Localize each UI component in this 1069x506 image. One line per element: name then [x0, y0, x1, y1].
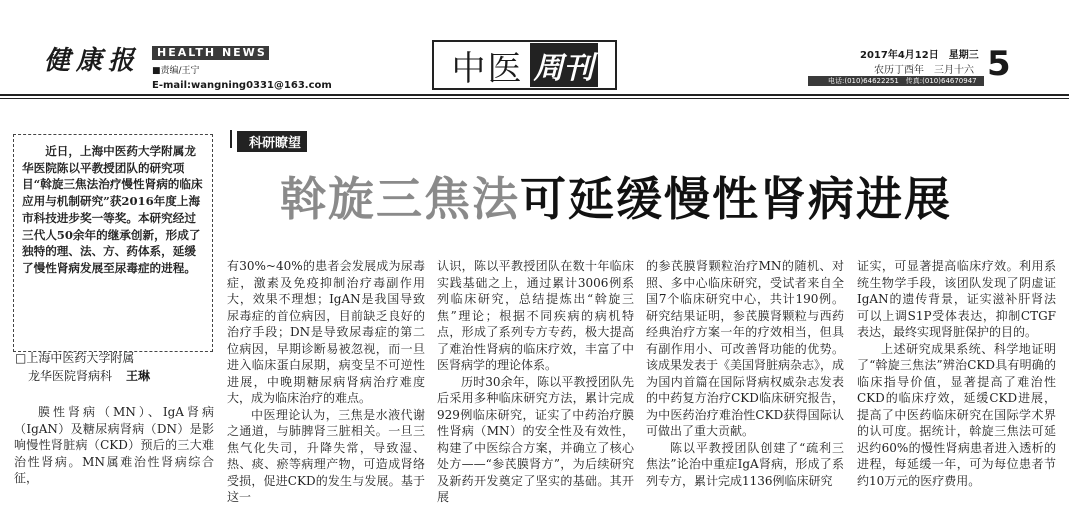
- headline: [280, 163, 952, 229]
- author-name: 王琳: [126, 369, 151, 383]
- contact-phones: 电话:(010)64622251 传真:(010)64670947: [808, 76, 984, 86]
- abstract-box: [13, 134, 213, 352]
- weekly-title-box: [432, 40, 617, 90]
- abstract-text: 近日，上海中医药大学附属龙华医院陈以平教授团队的研究项目“斡旋三焦法治疗慢性肾病的临床应用与机制研究”获2016年度上海市科技进步奖一等奖。本研究经过三代人50余年的继承创新，形成了独特的理、法、方、药体系，延缓了慢性肾病发展至尿毒症的进程。: [22, 144, 203, 275]
- author-department-line: [28, 367, 150, 384]
- author-affiliation: □上海中医药大学附属: [15, 351, 135, 365]
- masthead-rule: [0, 94, 1069, 96]
- paragraph: 膜性肾病（MN）、IgA肾病（IgAN）及糖尿病肾病（DN）是影响慢性肾脏病（CKD）预后的三大难治性肾病。MN属难治性肾病综合征，: [14, 405, 214, 485]
- article-column-1: [14, 404, 214, 487]
- issue-date: 2017年4月12日 星期三: [860, 50, 979, 61]
- paragraph: 证实，可显著提高临床疗效。利用系统生物学手段，该团队发现了阴虚证IgAN的遗传背景，证实滋补肝肾法可以上调S1P受体表达，抑制CTGF表达，最终实现肾脏保护的目的。: [857, 259, 1056, 339]
- weekly-title-part1: 中医: [451, 48, 524, 89]
- editor-email: E-mail:wangning0331@163.com: [152, 80, 332, 91]
- paragraph: 上述研究成果系统、科学地证明了“斡旋三焦法”辨治CKD具有明确的临床指导价值，显著提高了难治性CKD的临床疗效，延缓CKD进展，提高了中医药临床研究在国际学术界的认可度。据统计，斡旋三焦法可延迟约60%的慢性肾病患者进入透析的进程，每延缓一年，可为每位患者节约10万元的医疗费用。: [857, 341, 1056, 488]
- article-column-4: [646, 258, 844, 489]
- author-department: 龙华医院肾病科: [28, 369, 113, 383]
- editor-credit: ■责编/王宁: [152, 66, 200, 76]
- paragraph: 认识，陈以平教授团队在数十年临床实践基础之上，通过累计3006例系列临床研究，总结提炼出“斡旋三焦”理论；根据不同疾病的病机特点，形成了系列专方专药，极大提高了难治性肾病的临床疗效，丰富了中医肾病学的理论体系。: [437, 259, 634, 372]
- weekly-title-part2: 周刊: [530, 43, 598, 87]
- paragraph: 中医理论认为，三焦是水液代谢之通道，与肺脾肾三脏相关。一旦三焦气化失司，升降失常，导致湿、热、痰、瘀等病理产物，可造成肾络受损，促进CKD的发生与发展。基于这一: [227, 407, 425, 504]
- paragraph: 历时30余年，陈以平教授团队先后采用多种临床研究方法，累计完成929例临床研究，证实了中药治疗膜性肾病（MN）的安全性及有效性，构建了中医综合方案，并确立了核心处方——“参芪膜肾方”，为后续研究及新药开发奠定了坚实的基础。其开展: [437, 374, 634, 504]
- paragraph: 有30%~40%的患者会发展成为尿毒症，激素及免疫抑制治疗毒副作用大，效果不理想；IgAN是我国导致尿毒症的首位病因，目前缺乏良好的治疗手段；DN是导致尿毒症的第二位病因，早期诊断易被忽视，而一旦进入临床蛋白尿期，病变呈不可逆性进展，中晚期糖尿病肾病治疗难度大，成为临床治疗的难点。: [227, 259, 425, 405]
- page-number: 5: [987, 44, 1011, 84]
- article-column-3: [437, 258, 634, 506]
- masthead-rule-thin: [0, 98, 1069, 99]
- lunar-date: 农历丁酉年 三月十六: [874, 65, 974, 76]
- newspaper-logo: 健康报: [44, 46, 141, 76]
- headline-part1: 斡旋三焦法: [280, 172, 520, 226]
- paragraph: 陈以平教授团队创建了“疏利三焦法”论治中重症IgA肾病，形成了系列专方，累计完成1136例临床研究: [646, 440, 844, 488]
- section-tag: 科研瞭望: [237, 131, 307, 152]
- paragraph: 的参芪膜肾颗粒治疗MN的随机、对照、多中心临床研究，受试者来自全国7个临床研究中心，共计190例。研究结果证明，参芪膜肾颗粒与西药经典治疗方案一年的疗效相当，但具有副作用小、可改善肾功能的优势。该成果发表于《美国肾脏病杂志》，成为国内首篇在国际肾病权威杂志发表的中药复方治疗CKD临床研究报告，为中医药治疗难治性CKD获得国际认可做出了重大贡献。: [646, 259, 845, 438]
- headline-part2: 可延缓慢性肾病进展: [520, 172, 952, 226]
- section-tag-bar: [230, 130, 232, 148]
- health-news-band: HEALTH NEWS: [152, 46, 269, 60]
- article-column-5: [857, 258, 1056, 489]
- article-column-2: [227, 258, 425, 506]
